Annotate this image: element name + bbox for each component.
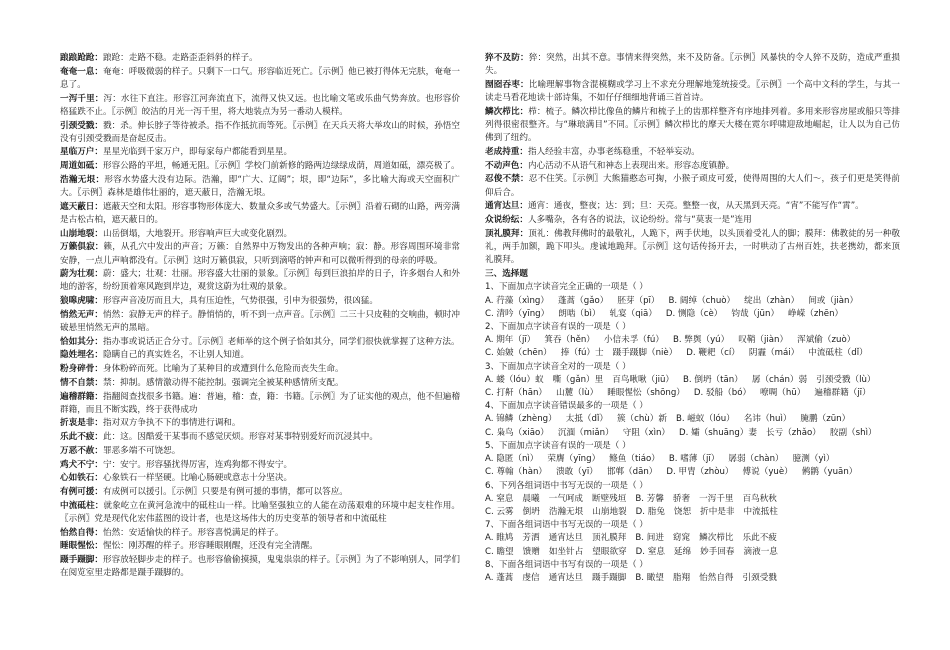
idiom-term: 不动声色： — [485, 160, 528, 171]
idiom-entry — [60, 146, 460, 159]
idiom-term: 怡然自得： — [60, 527, 103, 538]
option-item: 绽出（zhàn） — [744, 295, 800, 306]
option-item: 叹鞘（jiàn） — [738, 335, 789, 346]
option-item: 芳洒 — [522, 533, 540, 544]
option-item: 滴液一息 — [743, 546, 778, 557]
option-item: 名讳（huì） — [743, 414, 792, 425]
option-row — [485, 308, 900, 321]
idiom-term: 猝不及防： — [485, 53, 529, 63]
option-item: 通宵达旦 — [548, 533, 583, 544]
option-item: 鳞次栉比 — [699, 533, 734, 544]
idiom-term: 踉踉跄跄： — [60, 53, 103, 63]
idiom-definition: 忍不住笑。〖示例〗大熊猫憨态可掬，小猴子顽皮可爱，使得周围的大人们～，孩子们更是笑得前仰后合。 — [485, 174, 900, 198]
option-item: 轧宴（qiā） — [609, 308, 657, 319]
idiom-term: 忍俊不禁： — [485, 174, 529, 185]
option-item: B. 嗜薄（jī） — [668, 454, 720, 465]
option-item: 中流砥柱（dǐ） — [808, 348, 868, 359]
option-row — [485, 506, 900, 519]
option-row — [485, 572, 900, 585]
option-row — [485, 334, 900, 347]
option-item: C. 尊翰（hàn） — [485, 467, 547, 478]
option-row — [485, 295, 900, 308]
idiom-entry — [60, 500, 460, 526]
idiom-definition: 猝：突然，出其不意。事情来得突然，来不及防备。〖示例〗风暴快的令人猝不及防，造成严重损失。 — [485, 53, 900, 77]
idiom-definition: 泻：水往下直注。形容江河奔流直下，流得又快又远。也比喻文笔或乐曲气势奔放。也形容价格猛跌不止。〖示例〗皎洁的月光一泻千里，将大地装点为另一番动人模样。 — [60, 93, 460, 117]
option-item: D. 恻隐（cè） — [665, 308, 723, 319]
option-item: A. 蓬蒿 — [485, 572, 514, 583]
option-item: D. 脂兔 — [635, 506, 665, 517]
idiom-entry — [60, 309, 460, 335]
idiom-entry — [60, 349, 460, 362]
idiom-term: 有例可援： — [60, 487, 103, 497]
option-item: 沉湎（miǎn） — [557, 427, 614, 438]
option-item: 孱（chán）弱 — [751, 374, 808, 385]
idiom-entry — [60, 174, 460, 200]
option-row — [485, 493, 900, 506]
left-column — [60, 52, 460, 581]
question-stem: 7、下面各组词语中书写无误的一项是（ ） — [485, 520, 648, 531]
idiom-entry — [60, 445, 460, 458]
idiom-definition: 遮蔽天空和太阳。形容事物形体庞大、数量众多或气势盛大。〖示例〗沿着石砌的山路，两旁满是古松古柏，遮天蔽日的。 — [60, 201, 460, 225]
idiom-definition: 此：这。因酷爱干某事而不感觉厌烦。形容对某事特别爱好而沉浸其中。 — [102, 432, 378, 443]
option-item: 望眼欲穿 — [592, 546, 627, 557]
idiom-definition: 形容放轻脚步走的样子。也形容偷偷摸摸，鬼鬼祟祟的样子。〖示例〗为了不影响别人，同学们在阅览室里走路都是蹑手蹑脚的。 — [60, 555, 460, 579]
option-item: 中流抵柱 — [743, 506, 778, 517]
option-item: 鲦鱼（tiáo） — [609, 454, 660, 465]
idiom-definition: 戮：杀。伸长脖子等待被杀。指不作抵抗而等死。〖示例〗在天兵天将大举攻山的时候，孙悟空没有引颈受戮而是奋起反击。 — [60, 120, 460, 144]
idiom-term: 引颈受戮： — [60, 120, 104, 131]
idiom-entry — [60, 52, 460, 65]
idiom-term: 奄奄一息： — [60, 66, 104, 77]
option-item: 饶恕 — [673, 506, 692, 517]
idiom-term: 众说纷纭： — [485, 214, 528, 225]
idiom-definition: 人多嘴杂，各有各的说法，议论纷纷。常与“莫衷一是”连用 — [527, 214, 752, 225]
option-item: 阴霾（mái） — [748, 348, 800, 359]
option-item: A. 锦鳞（zhèng） — [485, 414, 557, 425]
idiom-entry — [60, 472, 460, 485]
option-item: 百鸟啾啾（jiū） — [612, 374, 675, 385]
question-stem: 5、下面加点字读音有误的一项是（ ） — [485, 440, 631, 451]
idiom-definition: 比喻理解事物含混模糊或学习上不求充分理解地笼统接受。〖示例〗一个高中文科的学生，与其一读走马看花地读十部诗集，不如仔仔细细地背诵三首首诗。 — [485, 79, 900, 104]
idiom-entry — [485, 146, 900, 159]
option-row — [485, 532, 900, 545]
question-stem: 8、下面各组词语中书写有误的一项是（ ） — [485, 559, 648, 570]
option-item: 折中是非 — [700, 506, 735, 517]
option-item: D. 驳船（bó） — [693, 388, 752, 399]
option-row — [485, 387, 900, 400]
idiom-term: 睡眼惺忪： — [60, 541, 103, 552]
option-item: C. 云雾 — [485, 506, 514, 517]
idiom-entry — [60, 391, 460, 417]
idiom-definition: 就象屹立在黄河急流中的砥柱山一样。比喻坚强独立的人能在动荡艰难的环境中起支柱作用。〖示例〗党是现代化宏伟蓝图的设计者，也是这场伟大的历史变革的领导者和中流砥柱 — [60, 500, 460, 524]
idiom-term: 蔚为壮观： — [60, 269, 104, 280]
option-item: 馈赠 — [522, 546, 540, 557]
question-stem: 1、下面加点字读音完全正确的一项是（ ） — [485, 282, 648, 293]
idiom-definition: 山岳倒塌，大地裂开。形容响声巨大或变化剧烈。 — [102, 228, 293, 239]
idiom-entry — [60, 363, 460, 376]
idiom-definition: 宁：安宁。形容骚扰得厉害，连鸡狗都不得安宁。 — [102, 459, 293, 470]
option-item: 倒坍 — [522, 506, 540, 517]
idiom-definition: 蔚：盛大；壮观：壮丽。形容盛大壮丽的景象。〖示例〗每到巨浪拍岸的日子，许多烟台人和外地的游客，纷纷顶着寒风跑到岸边，观赏这蔚为壮观的景象。 — [60, 269, 460, 293]
question-stem: 4、下面加点字读音错误最多的一项是（ ） — [485, 401, 648, 412]
idiom-term: 山崩地裂： — [60, 228, 103, 239]
idiom-term: 浩瀚无垠： — [60, 174, 105, 185]
idiom-term: 鸡犬不宁： — [60, 459, 103, 470]
idiom-entry — [60, 93, 460, 119]
idiom-definition: 指翻阅查找很多书籍。遍：普遍，稽：查，籍：书籍。〖示例〗为了证实他的观点，他不但遍稽群籍，而且不断实践，终于获得成功 — [60, 391, 460, 415]
idiom-entry — [60, 336, 460, 349]
option-item: D. 孀（shuāng）妻 — [679, 427, 757, 438]
question-stem: 6、下列各组词语中书写无误的一项是（ ） — [485, 480, 648, 491]
idiom-definition: 惺忪：刚苏醒的样子。形容睡眼刚醒，还没有完全清醒。 — [102, 541, 318, 552]
option-item: B. 间进 — [635, 533, 664, 544]
idiom-entry — [60, 459, 460, 472]
option-item: 骄奢 — [672, 493, 691, 504]
idiom-term: 悄然无声： — [60, 309, 104, 320]
option-item: B. 嵫蚁（lóu） — [675, 414, 735, 425]
idiom-definition: 有成例可以援引。〖示例〗只要是有例可援的事情，都可以答应。 — [102, 487, 348, 497]
option-item: C. 打鼾（hān） — [485, 388, 547, 399]
idiom-entry — [60, 295, 460, 308]
option-item: A. 荇藻（xìng） — [485, 295, 549, 306]
idiom-entry — [60, 377, 460, 390]
option-item: 邯郸（dān） — [606, 467, 658, 478]
idiom-entry — [60, 228, 460, 241]
option-item: 胚芽（pī） — [617, 295, 660, 306]
option-item: 长亏（zhǎo） — [766, 427, 821, 438]
idiom-entries-right — [485, 52, 900, 267]
option-item: 间或（jiàn） — [808, 295, 859, 306]
option-item: 延绵 — [673, 546, 692, 557]
option-item: 蹑手蹑脚 — [591, 572, 627, 583]
idiom-definition: 隐瞒自己的真实姓名，不让别人知道。 — [102, 350, 250, 361]
option-item: 窈窕 — [672, 533, 691, 544]
option-item: 虔信 — [522, 572, 540, 583]
idiom-term: 乐此不疲： — [60, 432, 103, 443]
option-item: 腌鹏（zūn） — [800, 414, 851, 425]
question-stem: 3、下面加点字读音全对的一项是（ ） — [485, 361, 631, 372]
idiom-entry — [60, 160, 460, 173]
option-item: 断壁残垣 — [591, 493, 627, 504]
idiom-entry — [60, 540, 460, 553]
option-item: 脂翔 — [672, 572, 691, 583]
option-item: 一气呵成 — [548, 493, 583, 504]
idiom-term: 粉身碎骨： — [60, 364, 103, 375]
option-row — [485, 374, 900, 387]
option-item: 箕吞（hěn） — [544, 335, 595, 346]
idiom-term: 老成持重： — [485, 146, 528, 157]
option-item: 引颈受戮 — [742, 572, 777, 583]
idiom-entry — [60, 120, 460, 146]
option-item: 引颈受戮（lù） — [816, 374, 876, 385]
option-item: B. 阔绰（chuò） — [668, 295, 736, 306]
option-item: 蹑手蹑脚（niè） — [612, 348, 678, 359]
right-column — [485, 52, 900, 585]
option-item: 荣膺（yīng） — [547, 454, 601, 465]
option-item: C. 清吟（yīng） — [485, 308, 550, 319]
option-item: B. 芳馨 — [635, 493, 664, 504]
option-item: A. 隐匿（nì） — [485, 454, 539, 465]
option-item: 太抵（dǐ） — [565, 414, 608, 425]
option-item: 守阻（xìn） — [622, 427, 670, 438]
option-item: C. 瞻望 — [485, 546, 514, 557]
idiom-definition: 形容水势盛大没有边际。浩瀚，即“广大、辽阔”；垠，即“边际”，多比喻大海或天空面积广大。〖示例〗森林是雄伟壮丽的，遮天蔽日，浩瀚无垠。 — [60, 174, 460, 199]
idiom-definition: 身体粉碎而死。比喻为了某种目的或遭到什么危险而丧失生命。 — [102, 364, 344, 375]
idiom-definition: 内心活动不从语气和神态上表现出来。形容态度镇静。 — [527, 160, 735, 171]
option-row — [485, 347, 900, 360]
idiom-entry — [60, 241, 460, 267]
option-item: C. 枭鸟（xiāo） — [485, 427, 549, 438]
idiom-entry — [60, 527, 460, 540]
idiom-entry — [60, 268, 460, 294]
option-item: 睡眼惺忪（shōng） — [607, 388, 685, 399]
idiom-definition: 顶礼：佛教拜佛时的最敬礼，人跪下，两手伏地，以头顶着受礼人的脚；膜拜：佛教徒的另一种敬礼，两手加额，跪下叩头。虔诚地跪拜。〖示例〗这句话传扬开去，一时哄动了古州百姓，扶老携幼，都来顶礼膜拜。 — [485, 228, 900, 266]
option-item: 嘶（gǎn）里 — [552, 374, 604, 385]
idiom-entry — [60, 201, 460, 227]
idiom-term: 隐姓埋名： — [60, 350, 103, 361]
option-item: 臆测（yì） — [792, 454, 835, 465]
option-item: 一泻千里 — [699, 493, 734, 504]
idiom-definition: 形容声音凌厉而且大，具有压迫性，气势很强，引申为很强势，很凶猛。 — [102, 296, 378, 307]
option-item: 山麓（lù） — [556, 388, 599, 399]
idiom-definition: 奄奄：呼吸微弱的样子。只剩下一口气。形容临近死亡。〖示例〗他已被打得体无完肤，奄奄一息了。 — [60, 66, 460, 90]
option-item: 小信未孚（fú） — [603, 335, 664, 346]
option-item: 嘹啁（hū） — [760, 388, 806, 399]
idiom-term: 鳞次栉比： — [485, 106, 529, 117]
idiom-term: 通宵达旦： — [485, 201, 528, 212]
question-list — [485, 281, 900, 585]
idiom-term: 狼嗥虎啸： — [60, 296, 103, 307]
idiom-definition: 怡然：安适愉快的样子。形容喜悦满足的样子。 — [102, 527, 284, 538]
idiom-entry — [60, 431, 460, 444]
idiom-definition: 星星光临到千家万户，即每家每户都能看到星星。 — [102, 147, 293, 158]
idiom-definition: 指对双方争执不下的事情进行调和。 — [102, 418, 241, 429]
idiom-term: 遮天蔽日： — [60, 201, 104, 212]
option-item: B. 倒坍（tān） — [683, 374, 743, 385]
idiom-entry — [485, 160, 900, 173]
idiom-definition: 心象铁石一样坚硬。比喻心肠硬或意志十分坚决。 — [102, 473, 293, 484]
idiom-definition: 籁，从孔穴中发出的声音；万籁：自然界中万物发出的各种声响；寂：静。形容周围环境非常安静，一点儿声响都没有。〖示例〗这时万籁俱寂，只听到滴嗒的钟声和可以微听得到的母亲的呼吸。 — [60, 242, 460, 266]
option-item: D. 窒息 — [635, 546, 665, 557]
option-item: 簇（chù）新 — [616, 414, 667, 425]
option-item: 钧哉（jūn） — [731, 308, 780, 319]
idiom-term: 情不自禁： — [60, 377, 103, 388]
idiom-definition: 栉：梳子。鳞次栉比像鱼的鳞片和梳子上的齿那样整齐有序地排列着。多用来形容房屋或船只等排列得很密很整齐。与“琳琅满目”不同。〖示例〗鳞次栉比的摩天大楼在霓尔呼啸迎敌地崛起，让人以为自己仿佛到了纽约。 — [485, 106, 900, 144]
idiom-definition: 指人经验丰富，办事老练稳重，不轻举妄动。 — [527, 146, 700, 157]
idiom-definition: 悄然：寂静无声的样子。静悄悄的，听不到一点声音。〖示例〗二三十只皮鞋的交响曲，顿时冲破悬里悄然无声的黑暗。 — [60, 309, 460, 334]
option-item: 怡然自得 — [699, 572, 734, 583]
option-item: 晨曦 — [522, 493, 540, 504]
option-row — [485, 546, 900, 559]
idiom-term: 折衷是非： — [60, 418, 103, 429]
option-item: 溃敢（yī） — [556, 467, 598, 478]
idiom-term: 顶礼膜拜： — [485, 228, 529, 239]
question-stem: 2、下面加点字读音有误的一项是（ ） — [485, 322, 631, 333]
option-item: 孱弱（chàn） — [728, 454, 784, 465]
option-item: D. 鞭耙（cí） — [686, 348, 740, 359]
option-item: 蓬蒿（gǎo） — [557, 295, 609, 306]
option-item: 乐此不疲 — [742, 533, 777, 544]
option-item: B. 弊舆（yú） — [672, 335, 730, 346]
option-item: 山崩地裂 — [592, 506, 627, 517]
idiom-definition: 指办事或说话正合分寸。〖示例〗老师举的这个例子恰如其分，同学们很快就掌握了这种方法。 — [102, 336, 460, 347]
idiom-definition: 踉跄：走路不稳。走路歪歪斜斜的样子。 — [102, 53, 258, 63]
idiom-term: 万恶不赦： — [60, 445, 103, 456]
option-row — [485, 413, 900, 426]
option-item: 鸺鹠（yuān） — [801, 467, 858, 478]
idiom-definition: 罪恶多端不可饶恕。 — [102, 445, 181, 456]
option-item: 朗啮（bì） — [558, 308, 601, 319]
idiom-term: 蹑手蹑脚： — [60, 555, 104, 566]
option-item: 妙手回春 — [700, 546, 735, 557]
option-item: A. 期年（jī） — [485, 335, 536, 346]
option-item: 顶礼膜拜 — [591, 533, 627, 544]
option-item: C. 始皴（chēn） — [485, 348, 552, 359]
option-row — [485, 427, 900, 440]
option-item: A. 窒息 — [485, 493, 514, 504]
idiom-term: 万籁俱寂： — [60, 242, 104, 253]
idiom-entry — [60, 486, 460, 499]
idiom-entry — [485, 200, 900, 213]
idiom-term: 周道如砥： — [60, 161, 103, 172]
option-item: A. 蝼（lóu）蚁 — [485, 374, 544, 385]
idiom-definition: 禁：抑制。感情激动得不能控制。强调完全被某种感情所支配。 — [102, 377, 344, 388]
idiom-entry — [60, 417, 460, 430]
idiom-term: 囫囵吞枣： — [485, 79, 529, 90]
option-item: 百鸟秋秋 — [742, 493, 777, 504]
idiom-definition: 通宵：通夜，整夜；达：到；旦：天亮。整整一夜，从天黑到天亮。“宵”不能写作“霄”。 — [527, 201, 864, 212]
idiom-term: 遍稽群籍： — [60, 391, 104, 402]
idiom-term: 星临万户： — [60, 147, 103, 158]
option-item: 峥嵘（zhēn） — [788, 308, 844, 319]
idiom-term: 心如铁石： — [60, 473, 103, 484]
option-row — [485, 466, 900, 479]
idiom-entry — [485, 214, 900, 227]
idiom-entry — [485, 228, 900, 268]
idiom-entry — [485, 52, 900, 78]
option-item: 傅说（yuè） — [742, 467, 793, 478]
option-item: D. 甲胄（zhòu） — [666, 467, 734, 478]
option-item: 浑斌偷（zuò） — [797, 335, 856, 346]
idiom-definition: 形容公路的平坦，畅通无阻。〖示例〗学校门前新修的路两边绿绿成荫，周道如砥，漂亮极了。 — [102, 161, 460, 172]
idiom-term: 恰如其分： — [60, 336, 103, 347]
idiom-entry — [485, 173, 900, 199]
option-item: 如坐针占 — [548, 546, 584, 557]
option-item: 捧（fú）士 — [560, 348, 604, 359]
option-row — [485, 453, 900, 466]
option-item: 通宵达旦 — [548, 572, 583, 583]
option-item: A. 睢鸠 — [485, 533, 514, 544]
idiom-entry — [60, 66, 460, 92]
option-item: 遍稽群籍（jī） — [814, 388, 871, 399]
idiom-entry — [60, 554, 460, 580]
section-title: 三、选择题 — [485, 269, 528, 280]
idiom-term: 中流砥柱： — [60, 500, 104, 511]
option-item: 胶副（shì） — [829, 427, 877, 438]
idiom-term: 一泻千里： — [60, 93, 104, 104]
idiom-entry — [485, 106, 900, 146]
option-item: 浩瀚无垠 — [548, 506, 584, 517]
option-item: B. 瞰望 — [635, 572, 664, 583]
idiom-entry — [485, 79, 900, 105]
